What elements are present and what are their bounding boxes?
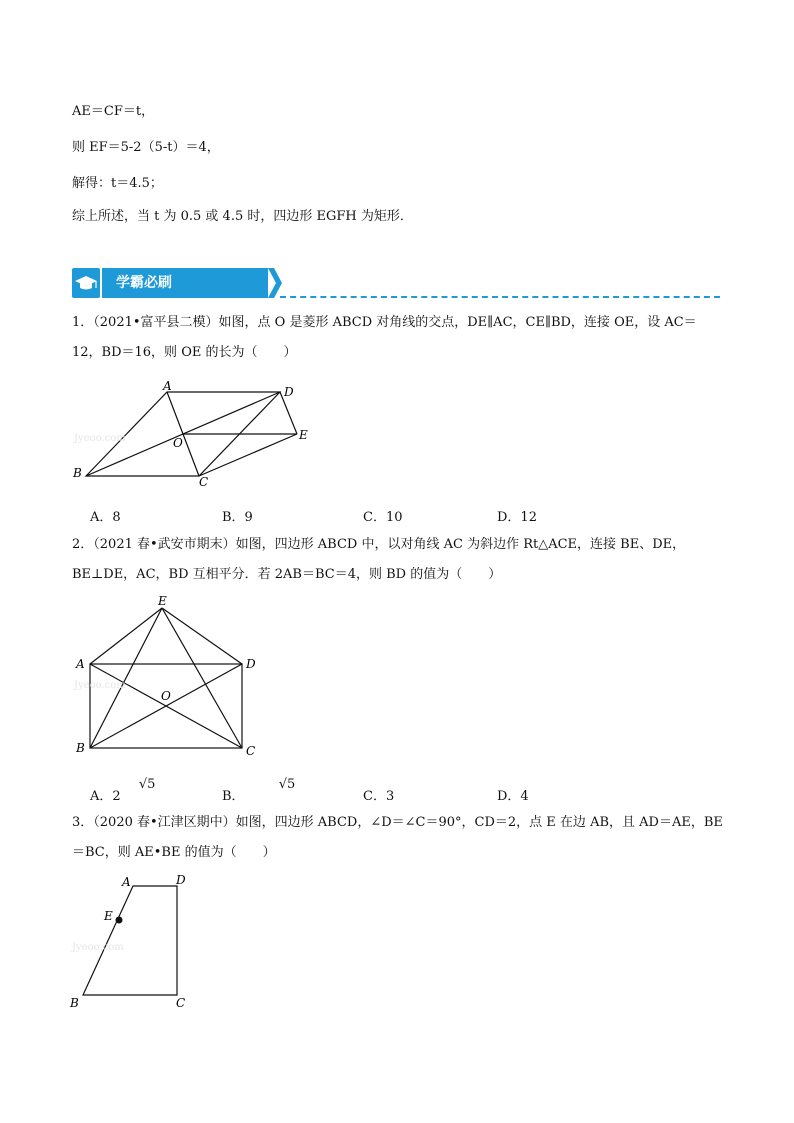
q1-option-b[interactable]: B．9	[222, 510, 253, 525]
q2-label-o: O	[161, 689, 171, 703]
q1-option-c[interactable]: C．10	[363, 510, 403, 525]
solution-line-4: 综上所述，当 t 为 0.5 或 4.5 时，四边形 EGFH 为矩形．	[72, 209, 413, 224]
q2-option-a-label: A．2	[90, 789, 121, 804]
q2-label-c: C	[246, 744, 256, 758]
q3-trapezoid	[83, 886, 177, 995]
q2-option-d[interactable]: D．4	[497, 789, 529, 804]
q1-label-a: A	[163, 379, 172, 393]
q1-label-o: O	[173, 436, 183, 450]
q3-label-d: D	[176, 873, 186, 887]
q1-label-b: B	[73, 466, 82, 480]
q1-label-d: D	[284, 385, 294, 399]
q1-segment-ce	[199, 434, 297, 476]
q3-point-e	[116, 917, 123, 924]
q2-line-2: BE⊥DE，AC，BD 互相平分．若 2AB＝BC＝4，则 BD 的值为（ ）	[72, 567, 502, 582]
q2-segment-be	[90, 608, 162, 748]
q3-label-b: B	[70, 996, 79, 1010]
q1-label-c: C	[199, 475, 209, 489]
q2-figure	[70, 594, 270, 764]
section-title: 学霸必刷	[102, 268, 268, 298]
question-1-text	[72, 308, 732, 368]
q3-label-e: E	[104, 909, 113, 923]
q1-label-e: E	[299, 428, 308, 442]
q2-label-b: B	[76, 741, 85, 755]
q3-line-2: ＝BC，则 AE•BE 的值为（ ）	[72, 845, 276, 860]
q2-option-b[interactable]	[222, 777, 296, 804]
q2-line-1: 2．（2021 春•武安市期末）如图，四边形 ABCD 中，以对角线 AC 为斜边作 Rt△ACE，连接 BE、DE，	[72, 537, 686, 552]
q2-label-a: A	[76, 657, 85, 671]
question-2-text	[72, 530, 732, 590]
q3-label-c: C	[176, 996, 186, 1010]
q1-option-d[interactable]: D．12	[497, 510, 537, 525]
q2-segment-ce	[162, 608, 242, 748]
q1-option-a[interactable]: A．8	[90, 510, 121, 525]
q2-segment-ae	[90, 608, 162, 664]
solution-line-3: 解得：t＝4.5；	[72, 176, 163, 191]
q2-option-b-label: B．	[222, 789, 245, 804]
solution-line-2: 则 EF＝5-2（5-t）＝4，	[72, 140, 220, 155]
section-banner	[72, 268, 722, 302]
banner-chevron-icon	[268, 268, 284, 298]
q1-figure	[70, 378, 320, 493]
q1-watermark: Jyeoo.com	[74, 433, 126, 444]
q3-figure	[66, 870, 206, 1015]
solution-line-1: AE＝CF＝t，	[72, 104, 155, 119]
q1-line-2: 12，BD＝16，则 OE 的长为（ ）	[72, 345, 297, 360]
question-3-text	[72, 808, 732, 868]
q2-option-a[interactable]	[90, 777, 156, 804]
q2-option-b-sqrt: √5	[278, 777, 296, 792]
graduation-cap-icon	[72, 268, 100, 298]
q2-label-e: E	[158, 594, 167, 608]
q2-watermark: Jyeoo.com	[74, 680, 126, 691]
q2-option-a-sqrt: √5	[138, 777, 156, 792]
q2-label-d: D	[246, 657, 256, 671]
q2-segment-de	[162, 608, 242, 664]
q1-line-1: 1．（2021•富平县二模）如图，点 O 是菱形 ABCD 对角线的交点，DE∥AC，CE∥BD，连接 OE，设 AC＝	[72, 315, 697, 330]
q3-label-a: A	[122, 875, 131, 889]
q2-option-c[interactable]: C．3	[363, 789, 395, 804]
banner-dashed-rule	[280, 296, 720, 298]
q3-line-1: 3．（2020 春•江津区期中）如图，四边形 ABCD，∠D＝∠C＝90°，CD＝2，点 E 在边 AB，且 AD＝AE，BE	[72, 815, 723, 830]
q3-watermark: Jyeoo.com	[72, 942, 124, 953]
